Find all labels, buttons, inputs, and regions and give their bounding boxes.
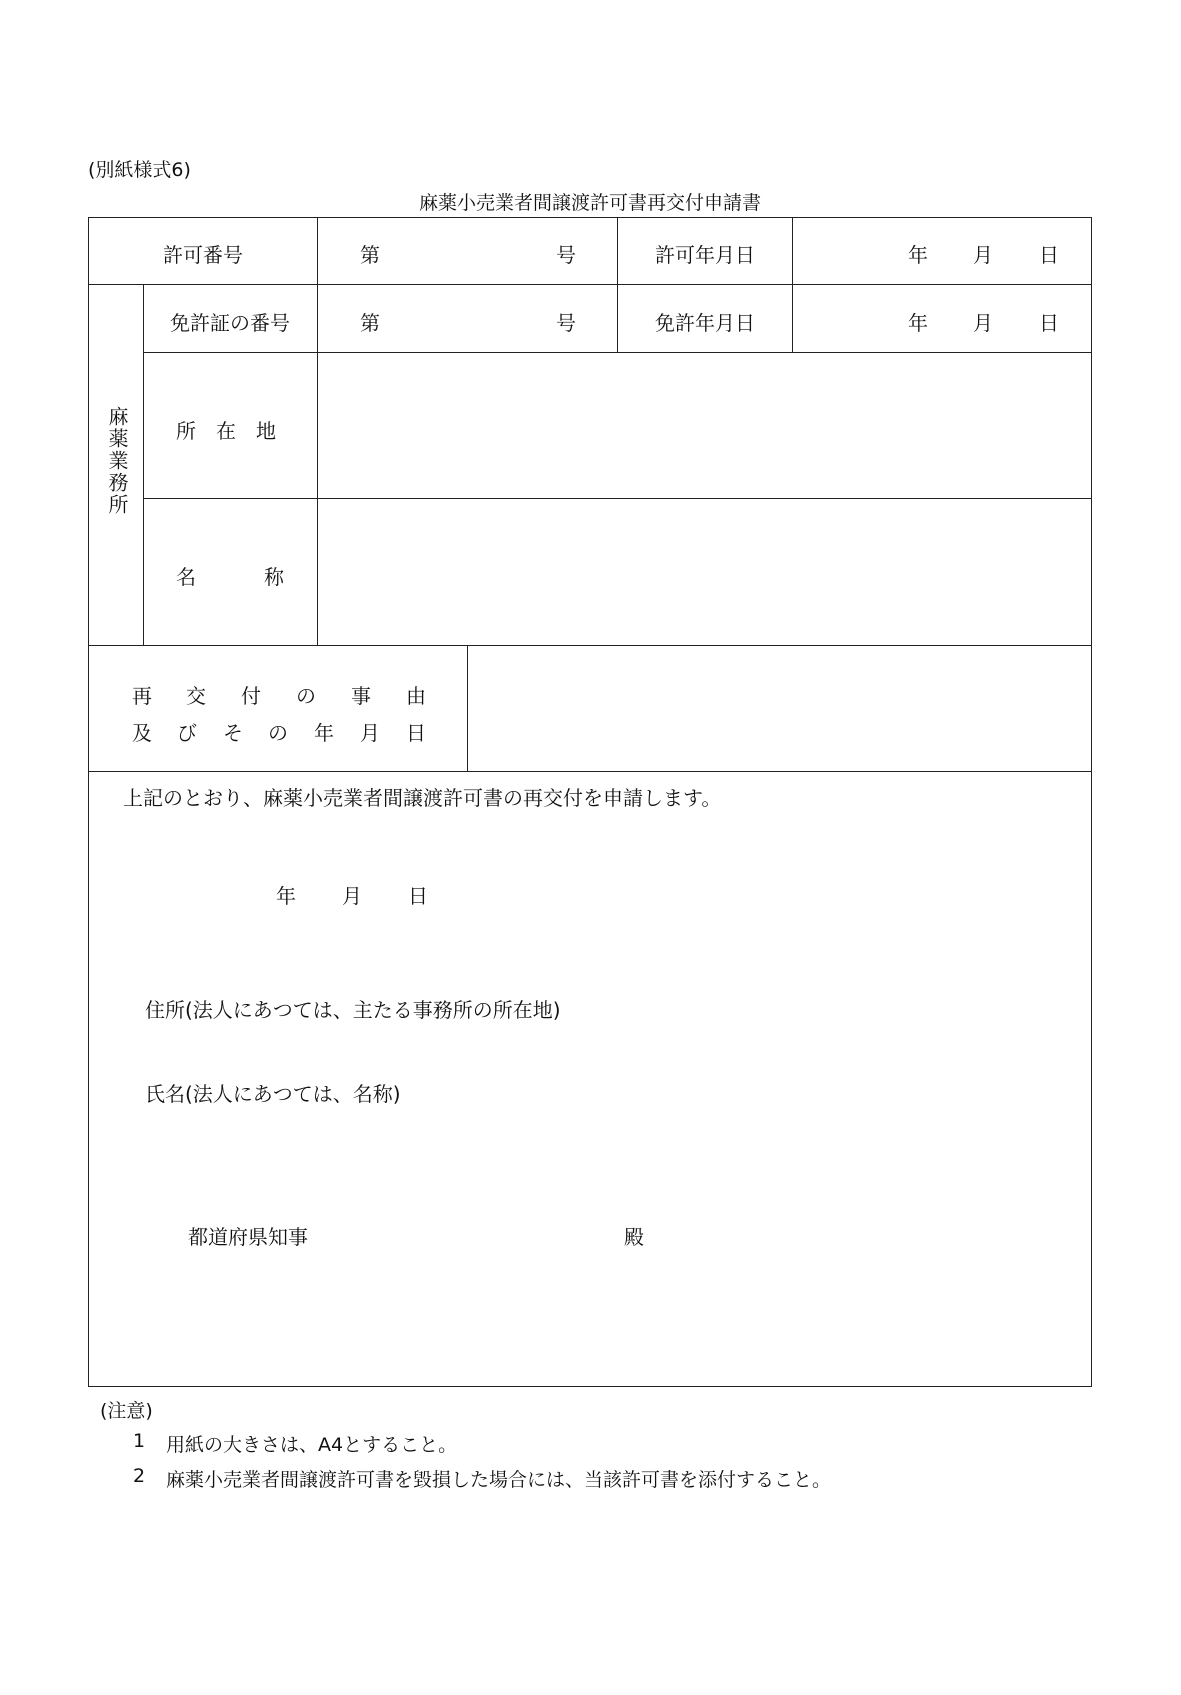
license-date-day: 日 [1039, 311, 1059, 335]
form-id: (別紙様式6) [88, 159, 191, 181]
reason-label-char: の [296, 684, 316, 708]
license-number-prefix: 第 [360, 311, 380, 335]
reason-label-char: 日 [406, 721, 426, 745]
table-col-divider [617, 217, 618, 352]
applicant-name-label: 氏名(法人にあつては、名称) [145, 1082, 401, 1106]
name-label-second: 称 [264, 565, 284, 589]
table-border-right [1091, 217, 1092, 1387]
license-date-month: 月 [973, 311, 993, 335]
reason-label-char: そ [223, 721, 243, 745]
reason-label-char: 付 [241, 684, 261, 708]
name-label-first: 名 [176, 565, 196, 589]
table-row-divider [88, 771, 1092, 772]
location-label: 所 在 地 [176, 419, 276, 443]
declaration-date-month: 月 [342, 884, 362, 908]
table-border-top [88, 217, 1092, 218]
license-number-label: 免許証の番号 [170, 311, 290, 335]
permit-date-year: 年 [908, 243, 928, 267]
reason-label-char: 及 [132, 721, 152, 745]
note-number: 1 [133, 1430, 146, 1452]
license-date-year: 年 [908, 311, 928, 335]
declaration-statement: 上記のとおり、麻薬小売業者間譲渡許可書の再交付を申請します。 [123, 786, 722, 810]
reason-field[interactable] [468, 646, 1090, 770]
note-text: 用紙の大きさは、A4とすること。 [166, 1434, 458, 1456]
table-col-divider [143, 284, 144, 645]
reason-label-char: 事 [351, 684, 371, 708]
license-number-suffix: 号 [556, 311, 576, 335]
permit-number-suffix: 号 [556, 243, 576, 267]
reason-label-char: び [177, 721, 197, 745]
page-title: 麻薬小売業者間譲渡許可書再交付申請書 [418, 192, 762, 214]
reason-label-char: 交 [186, 684, 206, 708]
permit-date-month: 月 [973, 243, 993, 267]
location-field[interactable] [318, 353, 1090, 497]
notes-heading: (注意) [100, 1400, 153, 1422]
reason-label-char: 再 [132, 684, 152, 708]
reason-label-char: 月 [360, 721, 380, 745]
name-field[interactable] [318, 499, 1090, 644]
office-group-label: 麻薬業務所 [105, 406, 129, 516]
permit-number-label: 許可番号 [163, 243, 243, 267]
table-row-divider [88, 284, 1092, 285]
reason-label-char: 由 [406, 684, 426, 708]
reason-label-char: の [268, 721, 288, 745]
license-date-label: 免許年月日 [655, 311, 755, 335]
table-col-divider [792, 217, 793, 352]
note-number: 2 [133, 1465, 146, 1487]
address-label: 住所(法人にあつては、主たる事務所の所在地) [145, 998, 561, 1022]
note-text: 麻薬小売業者間譲渡許可書を毀損した場合には、当該許可書を添付すること。 [166, 1469, 832, 1491]
permit-date-day: 日 [1039, 243, 1059, 267]
honorific: 殿 [624, 1225, 644, 1249]
addressee: 都道府県知事 [188, 1225, 308, 1249]
permit-date-label: 許可年月日 [655, 243, 755, 267]
declaration-date-day: 日 [408, 884, 428, 908]
table-border-bottom [88, 1386, 1092, 1387]
reason-label-char: 年 [314, 721, 334, 745]
declaration-date-year: 年 [276, 884, 296, 908]
table-border-left [88, 217, 89, 1387]
permit-number-prefix: 第 [360, 243, 380, 267]
